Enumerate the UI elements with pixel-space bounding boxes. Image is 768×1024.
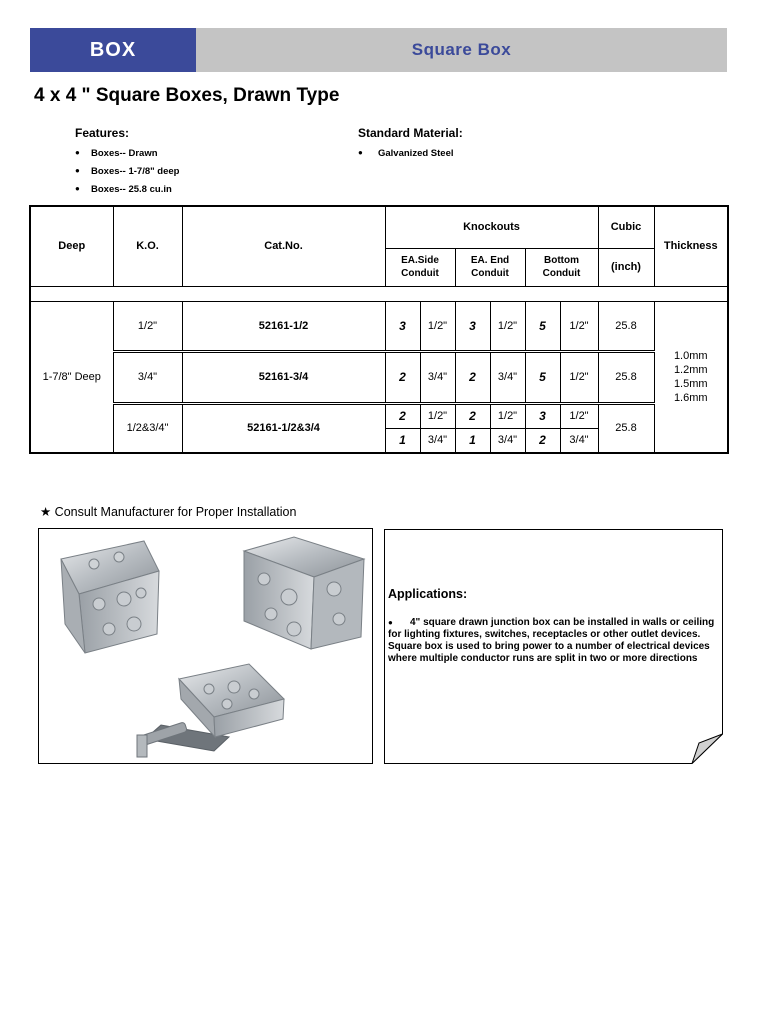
deep-value: 1-7/8" Deep: [30, 301, 113, 453]
side-count-cell: 1: [385, 428, 420, 453]
box-image-3: [137, 664, 284, 757]
side-size-cell: 3/4": [420, 351, 455, 403]
side-count-cell: 3: [385, 301, 420, 351]
header-bar: [30, 28, 727, 72]
applications-title: Applications:: [388, 587, 468, 601]
applications-panel: [384, 529, 723, 764]
list-item: ● Boxes-- Drawn: [75, 148, 158, 159]
table-row: [30, 301, 728, 351]
header-deep: Deep: [30, 206, 113, 286]
side-size-cell: 3/4": [420, 428, 455, 453]
bullet-icon: ●: [75, 166, 80, 175]
header-knockouts: Knockouts: [385, 206, 598, 248]
list-item: ● Galvanized Steel: [358, 148, 454, 159]
header-ea-side: EA.Side Conduit: [385, 248, 455, 286]
cat-cell: 52161-1/2&3/4: [182, 403, 385, 453]
box-image-1: [61, 541, 159, 653]
cubic-cell: 25.8: [598, 403, 654, 453]
applications-text: ● 4" square drawn junction box can be installed in walls or ceiling for lighting fixtures, switches, receptacles or other outlet devices. Square box is used to bring power to a number of electrical devices where multiple conductor runs are split in two or more directions: [388, 617, 715, 664]
consult-note: ★ Consult Manufacturer for Proper Installation: [40, 505, 297, 519]
end-count-cell: 1: [455, 428, 490, 453]
end-size-cell: 3/4": [490, 351, 525, 403]
side-count-cell: 2: [385, 351, 420, 403]
bullet-icon: ●: [358, 148, 363, 157]
table-row: [30, 351, 728, 403]
bottom-count-cell: 5: [525, 351, 560, 403]
header-bottom: Bottom Conduit: [525, 248, 598, 286]
page-title: 4 x 4 " Square Boxes, Drawn Type: [34, 85, 340, 106]
header-cubic-unit: (inch): [598, 248, 654, 286]
material-section: [358, 126, 463, 166]
bottom-size-cell: 1/2": [560, 301, 598, 351]
side-count-cell: 2: [385, 403, 420, 428]
header-ko: K.O.: [113, 206, 182, 286]
bottom-size-cell: 1/2": [560, 403, 598, 428]
thickness-cell: 1.0mm 1.2mm 1.5mm 1.6mm: [654, 301, 728, 453]
header-cubic: Cubic: [598, 206, 654, 248]
spec-table: [29, 205, 729, 454]
end-count-cell: 2: [455, 403, 490, 428]
bullet-icon: ●: [75, 148, 80, 157]
end-size-cell: 1/2": [490, 403, 525, 428]
header-ea-end: EA. End Conduit: [455, 248, 525, 286]
list-item: ● Boxes-- 1-7/8" deep: [75, 166, 180, 177]
end-size-cell: 1/2": [490, 301, 525, 351]
features-section: [75, 126, 179, 202]
side-size-cell: 1/2": [420, 403, 455, 428]
ko-cell: 1/2&3/4": [113, 403, 182, 453]
table-row: [30, 403, 728, 428]
side-size-cell: 1/2": [420, 301, 455, 351]
end-count-cell: 2: [455, 351, 490, 403]
category-label: BOX: [30, 28, 196, 72]
header-catno: Cat.No.: [182, 206, 385, 286]
bullet-icon: ●: [388, 618, 393, 627]
bottom-count-cell: 2: [525, 428, 560, 453]
cubic-cell: 25.8: [598, 351, 654, 403]
product-image-panel: [38, 528, 373, 764]
bottom-size-cell: 3/4": [560, 428, 598, 453]
box-image-2: [244, 537, 364, 649]
header-thickness: Thickness: [654, 206, 728, 286]
junction-box-photo: [39, 529, 372, 763]
cubic-cell: 25.8: [598, 301, 654, 351]
ko-cell: 3/4": [113, 351, 182, 403]
subcategory-label: Square Box: [196, 28, 727, 72]
cat-cell: 52161-1/2: [182, 301, 385, 351]
end-size-cell: 3/4": [490, 428, 525, 453]
spacer-row: [30, 286, 728, 301]
bullet-icon: ●: [75, 184, 80, 193]
end-count-cell: 3: [455, 301, 490, 351]
bottom-count-cell: 3: [525, 403, 560, 428]
ko-cell: 1/2": [113, 301, 182, 351]
material-title: Standard Material:: [358, 126, 463, 140]
bottom-size-cell: 1/2": [560, 351, 598, 403]
cat-cell: 52161-3/4: [182, 351, 385, 403]
features-title: Features:: [75, 126, 130, 140]
list-item: ● Boxes-- 25.8 cu.in: [75, 184, 172, 195]
bottom-count-cell: 5: [525, 301, 560, 351]
